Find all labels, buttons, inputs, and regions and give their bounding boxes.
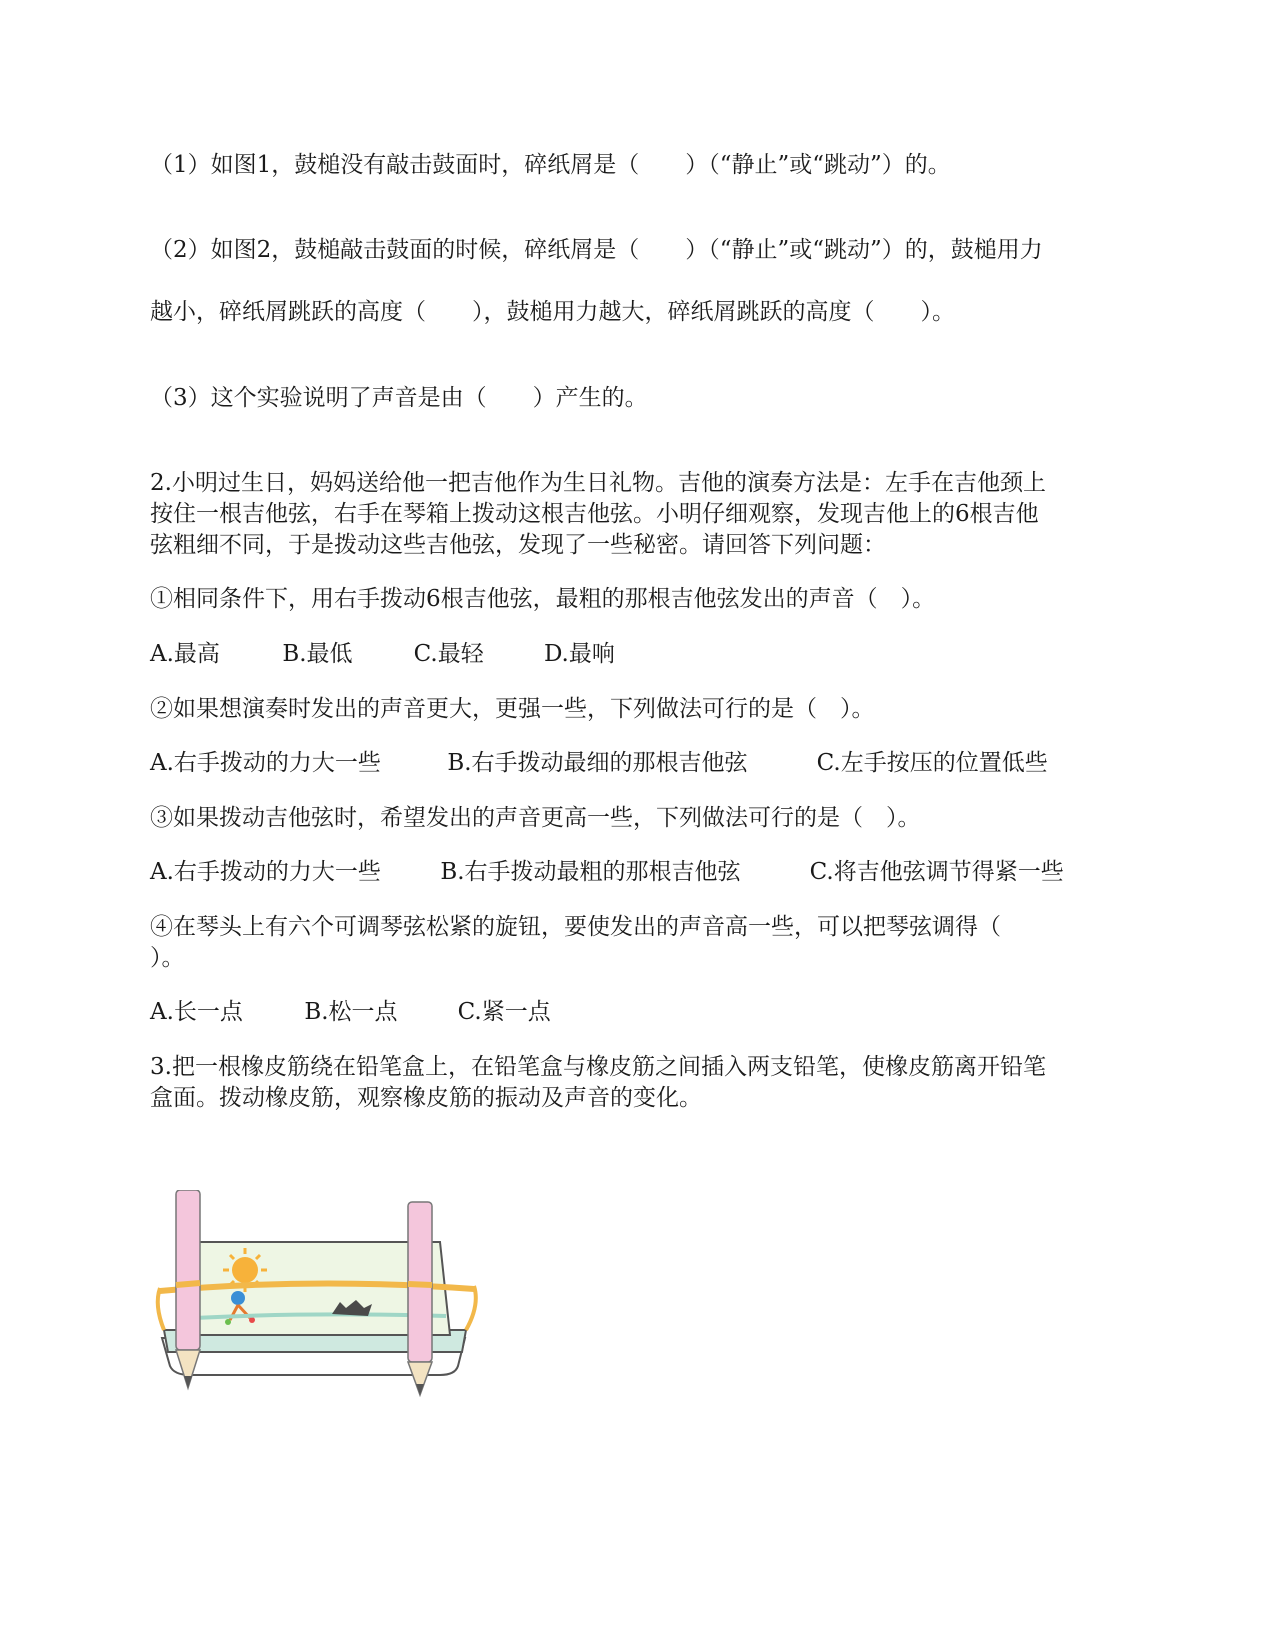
pencil-box-svg <box>150 1190 480 1420</box>
question-2-sub4-line1: ④在琴头上有六个可调琴弦松紧的旋钮，要使发出的声音高一些，可以把琴弦调得（ <box>150 914 1001 940</box>
option-a: A.长一点 <box>150 999 243 1025</box>
question-1-part2-line1: （2）如图2，鼓槌敲击鼓面的时候，碎纸屑是（ ）（“静止”或“跳动”）的，鼓槌用力 <box>150 237 1043 263</box>
question-1-part2-line2: 越小，碎纸屑跳跃的高度（ ），鼓槌用力越大，碎纸屑跳跃的高度（ ）。 <box>150 299 955 325</box>
question-2-sub3: ③如果拨动吉他弦时，希望发出的声音更高一些，下列做法可行的是（ ）。 <box>150 805 921 831</box>
question-3-stem-line2: 盒面。拨动橡皮筋，观察橡皮筋的振动及声音的变化。 <box>150 1085 702 1111</box>
option-a: A.最高 <box>150 641 220 667</box>
option-c: C.紧一点 <box>457 999 551 1025</box>
option-b: B.最低 <box>282 641 353 667</box>
option-c: C.最轻 <box>413 641 484 667</box>
question-2-stem-line1: 2.小明过生日，妈妈送给他一把吉他作为生日礼物。吉他的演奏方法是：左手在吉他颈上 <box>150 470 1046 496</box>
question-2-sub2-options <box>150 748 1048 778</box>
option-d: D.最响 <box>543 641 615 667</box>
question-2-stem-line3: 弦粗细不同，于是拨动这些吉他弦，发现了一些秘密。请回答下列问题： <box>150 532 886 558</box>
question-1-part3: （3）这个实验说明了声音是由（ ）产生的。 <box>150 385 648 411</box>
option-c: C.将吉他弦调节得紧一些 <box>809 859 1064 885</box>
right-pencil <box>408 1202 432 1395</box>
option-b: B.右手拨动最细的那根吉他弦 <box>447 750 748 776</box>
pencil-box-rubber-band-illustration <box>150 1190 480 1420</box>
question-2-sub1: ①相同条件下，用右手拨动6根吉他弦，最粗的那根吉他弦发出的声音（ ）。 <box>150 586 936 612</box>
option-a: A.右手拨动的力大一些 <box>150 750 381 776</box>
option-c: C.左手按压的位置低些 <box>816 750 1048 776</box>
option-b: B.松一点 <box>304 999 398 1025</box>
question-2-sub3-options <box>150 857 1064 887</box>
left-pencil <box>176 1190 200 1388</box>
question-3-stem-line1: 3.把一根橡皮筋绕在铅笔盒上，在铅笔盒与橡皮筋之间插入两支铅笔，使橡皮筋离开铅笔 <box>150 1054 1046 1080</box>
question-2-stem-line2: 按住一根吉他弦，右手在琴箱上拨动这根吉他弦。小明仔细观察，发现吉他上的6根吉他 <box>150 501 1039 527</box>
question-2-sub4-options <box>150 997 551 1027</box>
option-b: B.右手拨动最粗的那根吉他弦 <box>440 859 741 885</box>
question-2-sub2: ②如果想演奏时发出的声音更大，更强一些，下列做法可行的是（ ）。 <box>150 696 875 722</box>
option-a: A.右手拨动的力大一些 <box>150 859 381 885</box>
question-2-sub4-line2: ）。 <box>150 945 185 971</box>
question-2-sub1-options <box>150 639 615 669</box>
question-1-part1: （1）如图1，鼓槌没有敲击鼓面时，碎纸屑是（ ）（“静止”或“跳动”）的。 <box>150 152 951 178</box>
